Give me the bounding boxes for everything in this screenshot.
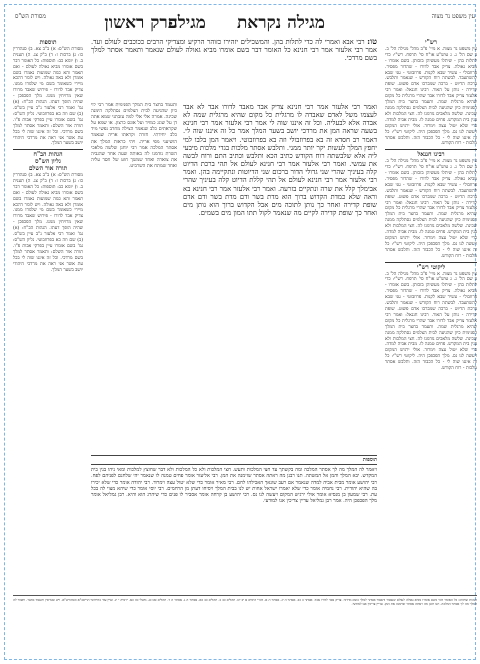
tosafot-box — [91, 455, 377, 465]
gemara-body — [91, 103, 377, 445]
hagahot-label: הגהות הב"ח — [33, 151, 63, 159]
gemara-top-text: רבי אבא ואמרי לה כדי לתלות בהן. והמשכילים יזהירו כזוהר הרקיע ומצדיקי הרבים ככוכבים לעולם ועד. אמר רבי אלעזר אמר רבי חנינא כל האומר דבר בשם אומרו מביא גאולה לעולם שנאמר ותאמר אסתר למלך בשם מרדכי. — [91, 38, 377, 63]
likutei-rashi-label: ליקוטי רש"י — [416, 263, 446, 271]
gemara-top — [91, 37, 377, 101]
tosafot-text: מסורת הש"ס: א) ב"ב צא. ב) סנהדרין כו: ג) ברכות ז: ד) ב"ק צג. ה) תענית ב. ו) יומא כב: תוספות: כל האומר דבר בשם אומרו מביא גאולה לעולם - ואם תאמר והא כמה שמועות נאמרו בשם אומרן ולא באה גאולה. ויש לומר דהכא מיירי כשאומר בשם מי שלמדו ממנו. צדיק אבד לדורו - פירוש שאבד מדורו שאין מרויחין ממנו. מלך הפכפכן - שהיה הופך דעתו. הגהות הב"ח: (א) גמ' ואמר רבי אלעזר נ"ב עיין בש"ס. (ב) שם וזה בא בפרוזבוטי. גליון הש"ס: גמ' בשם אומרו עיין בפרקי אבות פ"ו. תורה אור השלם: ותאמר אסתר למלך בשם מרדכי. וכל זה איננו שוה לי בכל עת אשר אני ראה את מרדכי היהודי יושב בשער המלך. — [13, 46, 83, 147]
rashi-text: עין משפט נר מצוה. א מיי' פ"ב מהל' מגילה הל' ב. ב שם הל' ג. ג טוש"ע או"ח סי' תרפח. רש"י: כדי לתלות בהן - שיתלו מעשיהן בזכותן. בשם אומרו - מביא גאולה. צדיק אבד לדורו - שהדור מפסיד. פרוזבולי - עשיר שבא לקנות. פרוזבוטי - עני שבא להשתעבד. לבשתה רוח הקודש - שנאמר ותלבש. ברכת הדיוט - ברכה שמברכו אדם פשוט. שופת קדירה - נותן על האור. רבינו חננאל: ואמר רבי אלעזר צדיק אבד לדורו אבד שהרי מרגלית כל מקום שהיא מרגלית שמה. ותעמד בחצר בית המלך הפנימית כיון שהגיעה לבית הצלמים נסתלקה ממנה שכינה. שלשה מלאכים נזדמנו לה. חצי המלכות ולא בנין בית המקדש. פחים טמנה לו. מבית אביה למדה. כדי שלא יטול עצה וימרוד. אולי ירגיש המקום ויעשה לנו נס. מלך הפכפכן היה. ליקוטי רש"י: כל זה איננו שוה לי - כל הכבוד הזה. ותלבש אסתר מלכות - רוח הקודש. — [385, 46, 477, 147]
ein-mishpat-heading: עין משפט נר מצוה — [431, 13, 475, 20]
gemara-bottom-text: ויאמר לה המלך מה לך אסתר המלכה ומה בקשתך עד חצי המלכות ותעש. חצי המלכות ולא כל המלכות ולא דבר שחוצץ למלכות ומאי ניהו בנין בית המקדש. יבא המלך והמן אל המשתה. תנו רבנן מה ראתה אסתר שזימנה את המן. רבי אליעזר אומר פחים טמנה לו שנאמר יהי שלחנם לפניהם לפח. רבי יהושע אומר מבית אביה למדה שנאמר אם רעב שונאך האכילהו לחם. רבי מאיר אומר כדי שלא יטול עצה וימרוד. רבי יהודה אומר כדי שלא יכירו בה שהיא יהודית. רבי נחמיה אומר כדי שלא יאמרו ישראל אחות יש לנו בבית המלך ויסיחו דעתן מן הרחמים. רבי יוסי אומר כדי שיהא מצוי לה בכל עת. רבי שמעון בן מנסיא אומר אולי ירגיש המקום ויעשה לנו נס. רבי יהושע בן קרחה אומר אסביר לו פנים כדי שיהרג הוא והיא. רבן גמליאל אומר מלך הפכפכן היה. אמר רבן גמליאל עדיין צריכין אנו למודעי. — [91, 467, 377, 505]
rashi-label: רש"י — [425, 39, 437, 46]
divider — [385, 262, 477, 263]
tosafot-text-cont: מסורת הש"ס: א) ב"ב צא. ב) סנהדרין כו: ג) ברכות ז: ד) ב"ק צג. ה) תענית ב. ו) יומא כב: תוספות: כל האומר דבר בשם אומרו מביא גאולה לעולם - ואם תאמר והא כמה שמועות נאמרו בשם אומרן ולא באה גאולה. ויש לומר דהכא מיירי כשאומר בשם מי שלמדו ממנו. צדיק אבד לדורו - פירוש שאבד מדורו שאין מרויחין ממנו. מלך הפכפכן - שהיה הופך דעתו. הגהות הב"ח: (א) גמ' ואמר רבי אלעזר נ"ב עיין בש"ס. (ב) שם וזה בא בפרוזבוטי. גליון הש"ס: גמ' בשם אומרו עיין בפרקי אבות פ"ו. תורה אור השלם: ותאמר אסתר למלך בשם מרדכי. וכל זה איננו שוה לי בכל עת אשר אני ראה את מרדכי היהודי יושב בשער המלך. — [13, 173, 83, 273]
rashi-column — [385, 39, 477, 641]
divider — [13, 149, 83, 150]
masoret-hashas-heading: מסורת הש"ס — [15, 13, 46, 20]
gemara-bottom — [91, 453, 377, 593]
divider — [385, 149, 477, 150]
tosafot-column — [13, 39, 83, 641]
tosafot-label: תוספות — [362, 457, 377, 463]
gemara-column: ואמר רבי אלעזר אמר רבי חנינא צדיק אבד מאבד לדורו אבד לא אבד לעצמו משל לאדם שאבדה לו מרגלית כל מקום שהיא מרגלית שמה לא אבדה אלא לבעליה. וכל זה איננו שוה לי אמר רבי אלעזר אמר רבי חנינא בשעה שראה המן את מרדכי יושב בשער המלך אמר כל זה איננו שוה לי. דאמר רב חסדא זה בא בפרוזבולי וזה בא בפרוזבוטי. ויאמר המן בלבו למי יחפץ המלך לעשות יקר יותר ממני. ותלבש אסתר מלכות בגדי מלכות מיבעי ליה אלא שלבשתה רוח הקודש כתיב הכא ותלבש וכתיב התם ורוח לבשה את עמשי. ואמר רבי אלעזר אמר רבי חנינא לעולם אל תהי ברכת הדיוט קלה בעיניך שהרי שני גדולי הדור ברכום שני הדיוטות ונתקיימה בהן. ואמר רבי אלעזר אמר רבי חנינא לעולם אל תהי קללת הדיוט קלה בעיניך שהרי אבימלך קלל את שרה ונתקיים בזרעה. ואמר רבי אלעזר אמר רבי חנינא בא וראה שלא כמדת הקדוש ברוך הוא מדת בשר ודם מדת בשר ודם אדם שופת קדירה ואחר כך נותן לתוכה מים אבל הקדוש ברוך הוא נותן מים ואחר כך שופת קדירה לקיים מה שנאמר לקול תתו המון מים בשמים. — [183, 103, 377, 218]
gemara-block — [91, 37, 377, 449]
torah-or-label: תורה אור השלם — [28, 165, 68, 173]
page-headword: טו: — [367, 37, 377, 46]
page-frame — [4, 4, 476, 660]
rabbeinu-chananel-text: עין משפט נר מצוה. א מיי' פ"ב מהל' מגילה הל' ב. ב שם הל' ג. ג טוש"ע או"ח סי' תרפח. רש"י: כדי לתלות בהן - שיתלו מעשיהן בזכותן. בשם אומרו - מביא גאולה. צדיק אבד לדורו - שהדור מפסיד. פרוזבולי - עשיר שבא לקנות. פרוזבוטי - עני שבא להשתעבד. לבשתה רוח הקודש - שנאמר ותלבש. ברכת הדיוט - ברכה שמברכו אדם פשוט. שופת קדירה - נותן על האור. רבינו חננאל: ואמר רבי אלעזר צדיק אבד לדורו אבד שהרי מרגלית כל מקום שהיא מרגלית שמה. ותעמד בחצר בית המלך הפנימית כיון שהגיעה לבית הצלמים נסתלקה ממנה שכינה. שלשה מלאכים נזדמנו לה. חצי המלכות ולא בנין בית המקדש. פחים טמנה לו. מבית אביה למדה. כדי שלא יטול עצה וימרוד. אולי ירגיש המקום ויעשה לנו נס. מלך הפכפכן היה. ליקוטי רש"י: כל זה איננו שוה לי - כל הכבוד הזה. ותלבש אסתר מלכות - רוח הקודש. — [385, 159, 477, 259]
tosafot-heading: תוספות — [39, 39, 57, 46]
tractate-title: מגילה — [168, 13, 206, 33]
gilyon-label: גליון הש"ס — [35, 158, 61, 166]
likutei-rashi-text: עין משפט נר מצוה. א מיי' פ"ב מהל' מגילה הל' ב. ב שם הל' ג. ג טוש"ע או"ח סי' תרפח. רש"י: כדי לתלות בהן - שיתלו מעשיהן בזכותן. בשם אומרו - מביא גאולה. צדיק אבד לדורו - שהדור מפסיד. פרוזבולי - עשיר שבא לקנות. פרוזבוטי - עני שבא להשתעבד. לבשתה רוח הקודש - שנאמר ותלבש. ברכת הדיוט - ברכה שמברכו אדם פשוט. שופת קדירה - נותן על האור. רבינו חננאל: ואמר רבי אלעזר צדיק אבד לדורו אבד שהרי מרגלית כל מקום שהיא מרגלית שמה. ותעמד בחצר בית המלך הפנימית כיון שהגיעה לבית הצלמים נסתלקה ממנה שכינה. שלשה מלאכים נזדמנו לה. חצי המלכות ולא בנין בית המקדש. פחים טמנה לו. מבית אביה למדה. כדי שלא יטול עצה וימרוד. אולי ירגיש המקום ויעשה לנו נס. מלך הפכפכן היה. ליקוטי רש"י: כל זה איננו שוה לי - כל הכבוד הזה. ותלבש אסתר מלכות - רוח הקודש. — [385, 271, 477, 372]
rabbeinu-chananel-label: רבינו חננאל — [417, 151, 445, 159]
chapter-title: פרק ראשון — [104, 13, 177, 33]
page-header — [13, 13, 477, 35]
page-title: מגילה נקראת — [236, 13, 325, 33]
talmud-page — [13, 13, 477, 661]
gemara-narrow-column: ותעמד בחצר בית המלך הפנימית אמר רבי לוי כיון שהגיעה לבית הצלמים נסתלקה הימנה שכינה. אמרה אלי אלי למה עזבתני שמא אתה דן על שוגג כמזיד ועל אונס כרצון. או שמא על שקראתים כלב שנאמר הצילה מחרב נפשי מיד כלב יחידתי. חזרה וקראתו אריה שנאמר הושיעני מפי אריה. ויהי כראות המלך את אסתר המלכה אמר רבי יוחנן שלשה מלאכי השרת נזדמנו לה באותה שעה אחד שהגביה את צוארה ואחד שמשך חוט של חסד עליה ואחד שמתח את השרביט. — [91, 103, 177, 169]
footnotes: הגהות וציונים: כל האומר דבר בשם אומרו מביא גאולה לעולם שנאמר ותאמר אסתר למלך בשם מרדכי. צדיק אבד לדורו אבד. אסתר ב כב. אסתר ה יג. אסתר ה א. דברי הימים א יב יט. תהלים כב ב. תהלים כב כא. אסתר ה ג. אסתר ה ד. תהלים סט כג. משלי כה כא. ירמיה י יג. ועיין עוד בחידושי הריטב"א ובמהרש"א. ויש שגורסין ותעמד בחצר. ויאמר לה המלך מה לך אסתר המלכה. תנו רבנן מה ראתה אסתר שזימנה את המן. עדיין צריכין אנו למודעי. — [13, 595, 477, 648]
